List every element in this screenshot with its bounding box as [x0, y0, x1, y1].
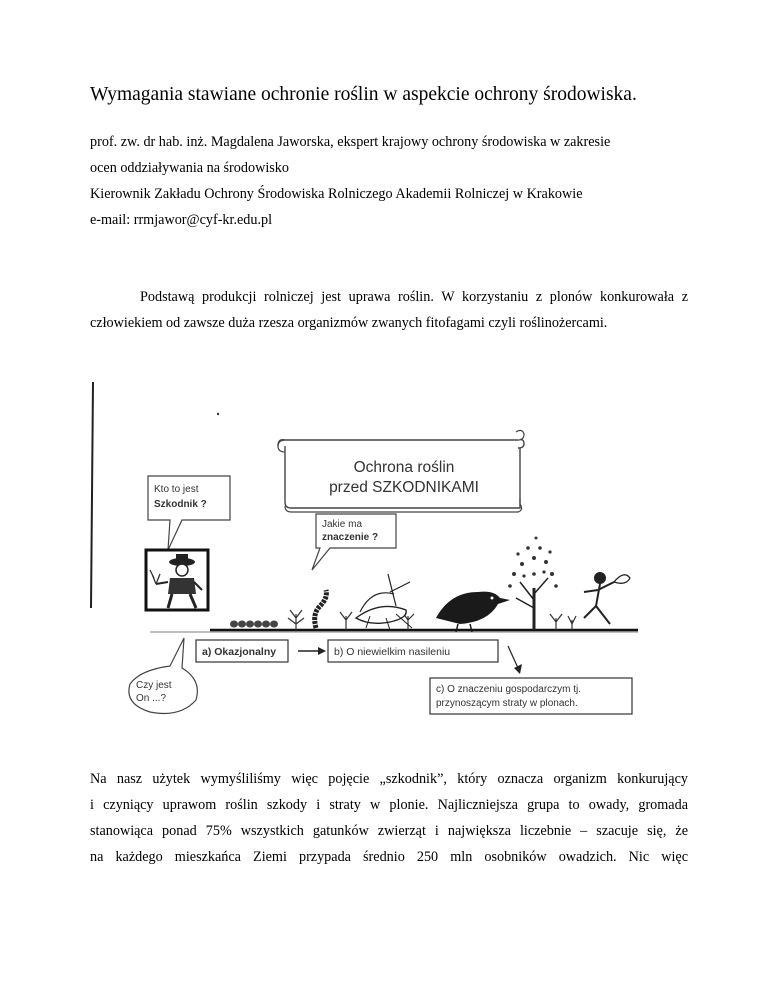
- box-c-line-2: przynoszącym straty w plonach.: [436, 698, 578, 709]
- crow-illustration: [436, 592, 510, 632]
- author-block: [90, 129, 700, 233]
- bubble-kto-line-1: Kto to jest: [154, 484, 199, 495]
- arrow-right-icon: [318, 647, 326, 655]
- body-line: stanowiąca ponad 75% wszystkich gatunków zwierząt i największa liczebnie – szacuje się, że: [90, 823, 688, 839]
- bubble-jakie-line-2: znaczenie ?: [322, 532, 379, 543]
- body-paragraph: [90, 766, 688, 870]
- intro-text: Podstawą produkcji rolniczej jest uprawa roślin. W korzystaniu z plonów konkurowała z człowiekiem od zawsze duża rzesza organizmów zwanych fitofagami czyli roślinożercami.: [90, 289, 688, 331]
- bubble-jakie-ma: [312, 514, 396, 570]
- banner-line-1: Ochrona roślin: [353, 459, 455, 476]
- bubble-kto-line-2: Szkodnik ?: [154, 499, 207, 510]
- author-line: ocen oddziaływania na środowisko: [90, 160, 289, 176]
- author-line: prof. zw. dr hab. inż. Magdalena Jaworska, ekspert krajowy ochrony środowiska w zakresie: [90, 134, 611, 150]
- bubble-czy-line-1: Czy jest: [136, 680, 172, 691]
- speck: [217, 413, 219, 415]
- box-gospodarczym: [430, 678, 632, 714]
- bubble-czy-line-2: On ...?: [136, 693, 167, 704]
- affiliation-line: Kierownik Zakładu Ochrony Środowiska Rolniczego Akademii Rolniczej w Krakowie: [90, 186, 583, 202]
- arrow-down-icon: [514, 664, 522, 674]
- bubble-kto-to-jest: [148, 476, 230, 550]
- farmer-illustration: [146, 550, 208, 610]
- document-title: Wymagania stawiane ochronie roślin w aspekcie ochrony środowiska.: [90, 84, 637, 105]
- body-line: na każdego mieszkańca Ziemi przypada średnio 250 mln osobników owadzich. Nic więc: [90, 849, 688, 865]
- intro-paragraph: [90, 284, 688, 336]
- bubble-jakie-line-1: Jakie ma: [322, 519, 363, 530]
- grasshopper-illustration: [356, 574, 412, 630]
- body-line: Na nasz użytek wymyśliliśmy więc pojęcie „szkodnik”, który oznacza organizm konkurujący: [90, 771, 688, 787]
- box-b-label: b) O niewielkim nasileniu: [334, 646, 451, 658]
- body-line: i czyniący uprawom roślin szkody i straty w plonie. Najliczniejsza grupa to owady, gromada: [90, 797, 688, 813]
- title-scroll-banner: [278, 430, 524, 512]
- bubble-czy-jest: [129, 638, 198, 714]
- banner-line-2: przed SZKODNIKAMI: [329, 479, 479, 496]
- box-okazjonalny: [196, 640, 288, 662]
- worm-illustration: [315, 590, 327, 628]
- page-edge-line: [91, 382, 93, 608]
- pest-diagram-figure: [90, 378, 650, 764]
- running-man-illustration: [584, 573, 630, 624]
- box-niewielkim: [328, 640, 498, 662]
- caterpillar-illustration: [230, 621, 278, 628]
- box-a-label: a) Okazjonalny: [202, 646, 277, 658]
- tree-illustration: [508, 537, 558, 631]
- box-c-line-1: c) O znaczeniu gospodarczym tj.: [436, 684, 582, 695]
- email-line: e-mail: rrmjawor@cyf-kr.edu.pl: [90, 212, 273, 228]
